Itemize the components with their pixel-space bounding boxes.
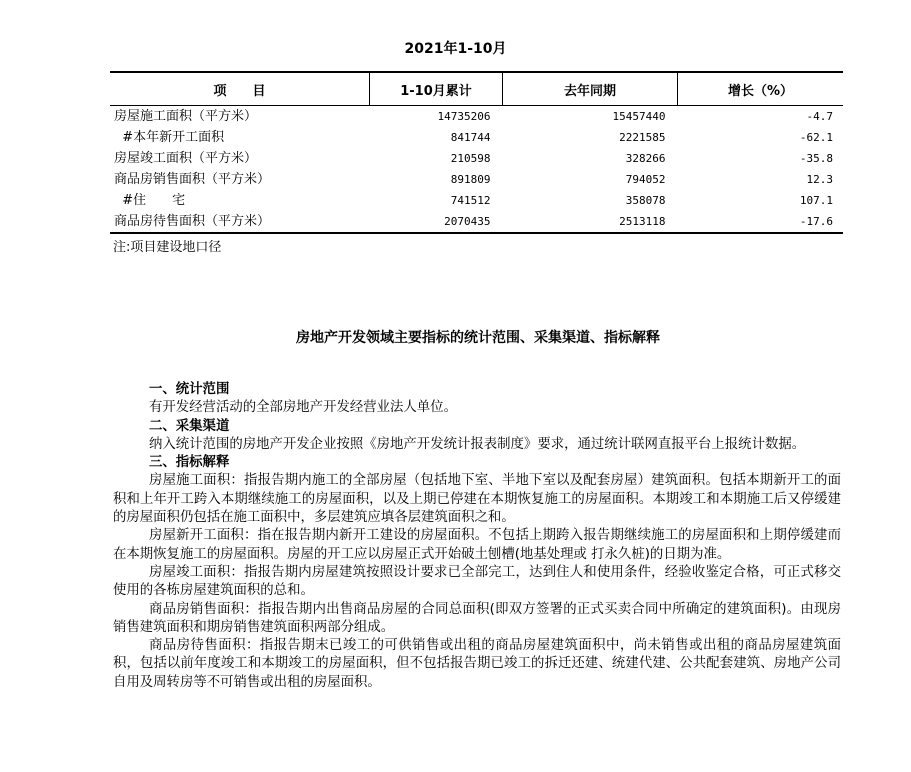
table-row [110,106,843,128]
table-period-title: 2021年1-10月 [404,41,507,57]
table-note: 注:项目建设地口径 [113,240,222,255]
column-header-growth: 增长（%） [678,72,844,106]
body-paragraph: 纳入统计范围的房地产开发企业按照《房地产开发统计报表制度》要求，通过统计联网直报平台上报统计数据。 [149,436,806,452]
document-title: 房地产开发领域主要指标的统计范围、采集渠道、指标解释 [296,330,660,346]
row-last-year-cell: 2221585 [619,131,666,144]
row-growth-cell: -35.8 [799,152,833,165]
section-heading: 三、指标解释 [149,455,230,471]
body-paragraph: 房屋施工面积：指报告期内施工的全部房屋（包括地下室、半地下室以及配套房屋）建筑面积。包括本期新开工的面积和上年开工跨入本期继续施工的房屋面积，以及上期已停建在本期恢复施工的房屋面积。本期竣工和本期施工后又停缓建的房屋面积仍包括在施工面积中，多层建筑应填各层建筑面积之和。 [113,473,841,526]
table-row [110,127,843,148]
row-growth-cell: -4.7 [806,110,833,123]
row-name-cell: 房屋施工面积（平方米） [114,109,258,124]
row-last-year-cell: 358078 [625,194,666,207]
row-name-cell: #本年新开工面积 [114,130,225,145]
column-header-item: 项 目 [110,72,370,106]
body-paragraph: 商品房待售面积：指报告期末已竣工的可供销售或出租的商品房屋建筑面积中，尚未销售或出租的商品房屋建筑面积，包括以前年度竣工和本期竣工的房屋面积，但不包括报告期已竣工的拆迁还建、统建代建、公共配套建筑、房地产公司自用及周转房等不可销售或出租的房屋面积。 [113,638,841,690]
body-paragraph: 房屋新开工面积：指在报告期内新开工建设的房屋面积。不包括上期跨入报告期继续施工的房屋面积和上期停缓建而在本期恢复施工的房屋面积。房屋的开工应以房屋正式开始破土刨槽(地基处理或 打永久桩)的日期为准。 [113,528,841,562]
row-name-cell: 房屋竣工面积（平方米） [114,151,258,166]
row-growth-cell: 107.1 [799,194,833,207]
row-cumulative-cell: 2070435 [444,215,491,228]
row-cumulative-cell: 741512 [450,194,491,207]
table-row [110,190,843,211]
body-paragraph: 房屋竣工面积：指报告期内房屋建筑按照设计要求已全部完工，达到住人和使用条件，经验收鉴定合格，可正式移交使用的各栋房屋建筑面积的总和。 [113,564,841,599]
document-body [113,381,841,692]
row-cumulative-cell: 14735206 [437,110,491,123]
row-growth-cell: 12.3 [806,173,833,186]
body-paragraph: 商品房销售面积：指报告期内出售商品房屋的合同总面积(即双方签署的正式买卖合同中所确定的建筑面积)。由现房销售建筑面积和期房销售建筑面积两部分组成。 [113,601,841,635]
row-cumulative-cell: 841744 [450,131,491,144]
row-last-year-cell: 2513118 [619,215,666,228]
row-cumulative-cell: 891809 [450,173,491,186]
column-header-last-year: 去年同期 [503,72,678,106]
row-growth-cell: -62.1 [799,131,833,144]
row-last-year-cell: 328266 [625,152,666,165]
table-body [110,106,843,234]
table-row [110,211,843,233]
column-header-cumulative: 1-10月累计 [370,72,503,106]
row-last-year-cell: 794052 [625,173,666,186]
row-name-cell: 商品房待售面积（平方米） [114,214,271,229]
statistics-table [110,71,843,234]
section-heading: 一、统计范围 [149,382,230,397]
table-header [110,72,843,106]
row-last-year-cell: 15457440 [612,110,666,123]
row-cumulative-cell: 210598 [450,152,491,165]
body-paragraph: 有开发经营活动的全部房地产开发经营业法人单位。 [149,400,457,416]
table-row [110,169,843,190]
row-name-cell: #住 宅 [114,193,186,208]
table-header-row [110,72,843,106]
table-row [110,148,843,169]
row-name-cell: 商品房销售面积（平方米） [114,172,271,187]
section-heading: 二、采集渠道 [149,418,230,434]
row-growth-cell: -17.6 [799,215,833,228]
